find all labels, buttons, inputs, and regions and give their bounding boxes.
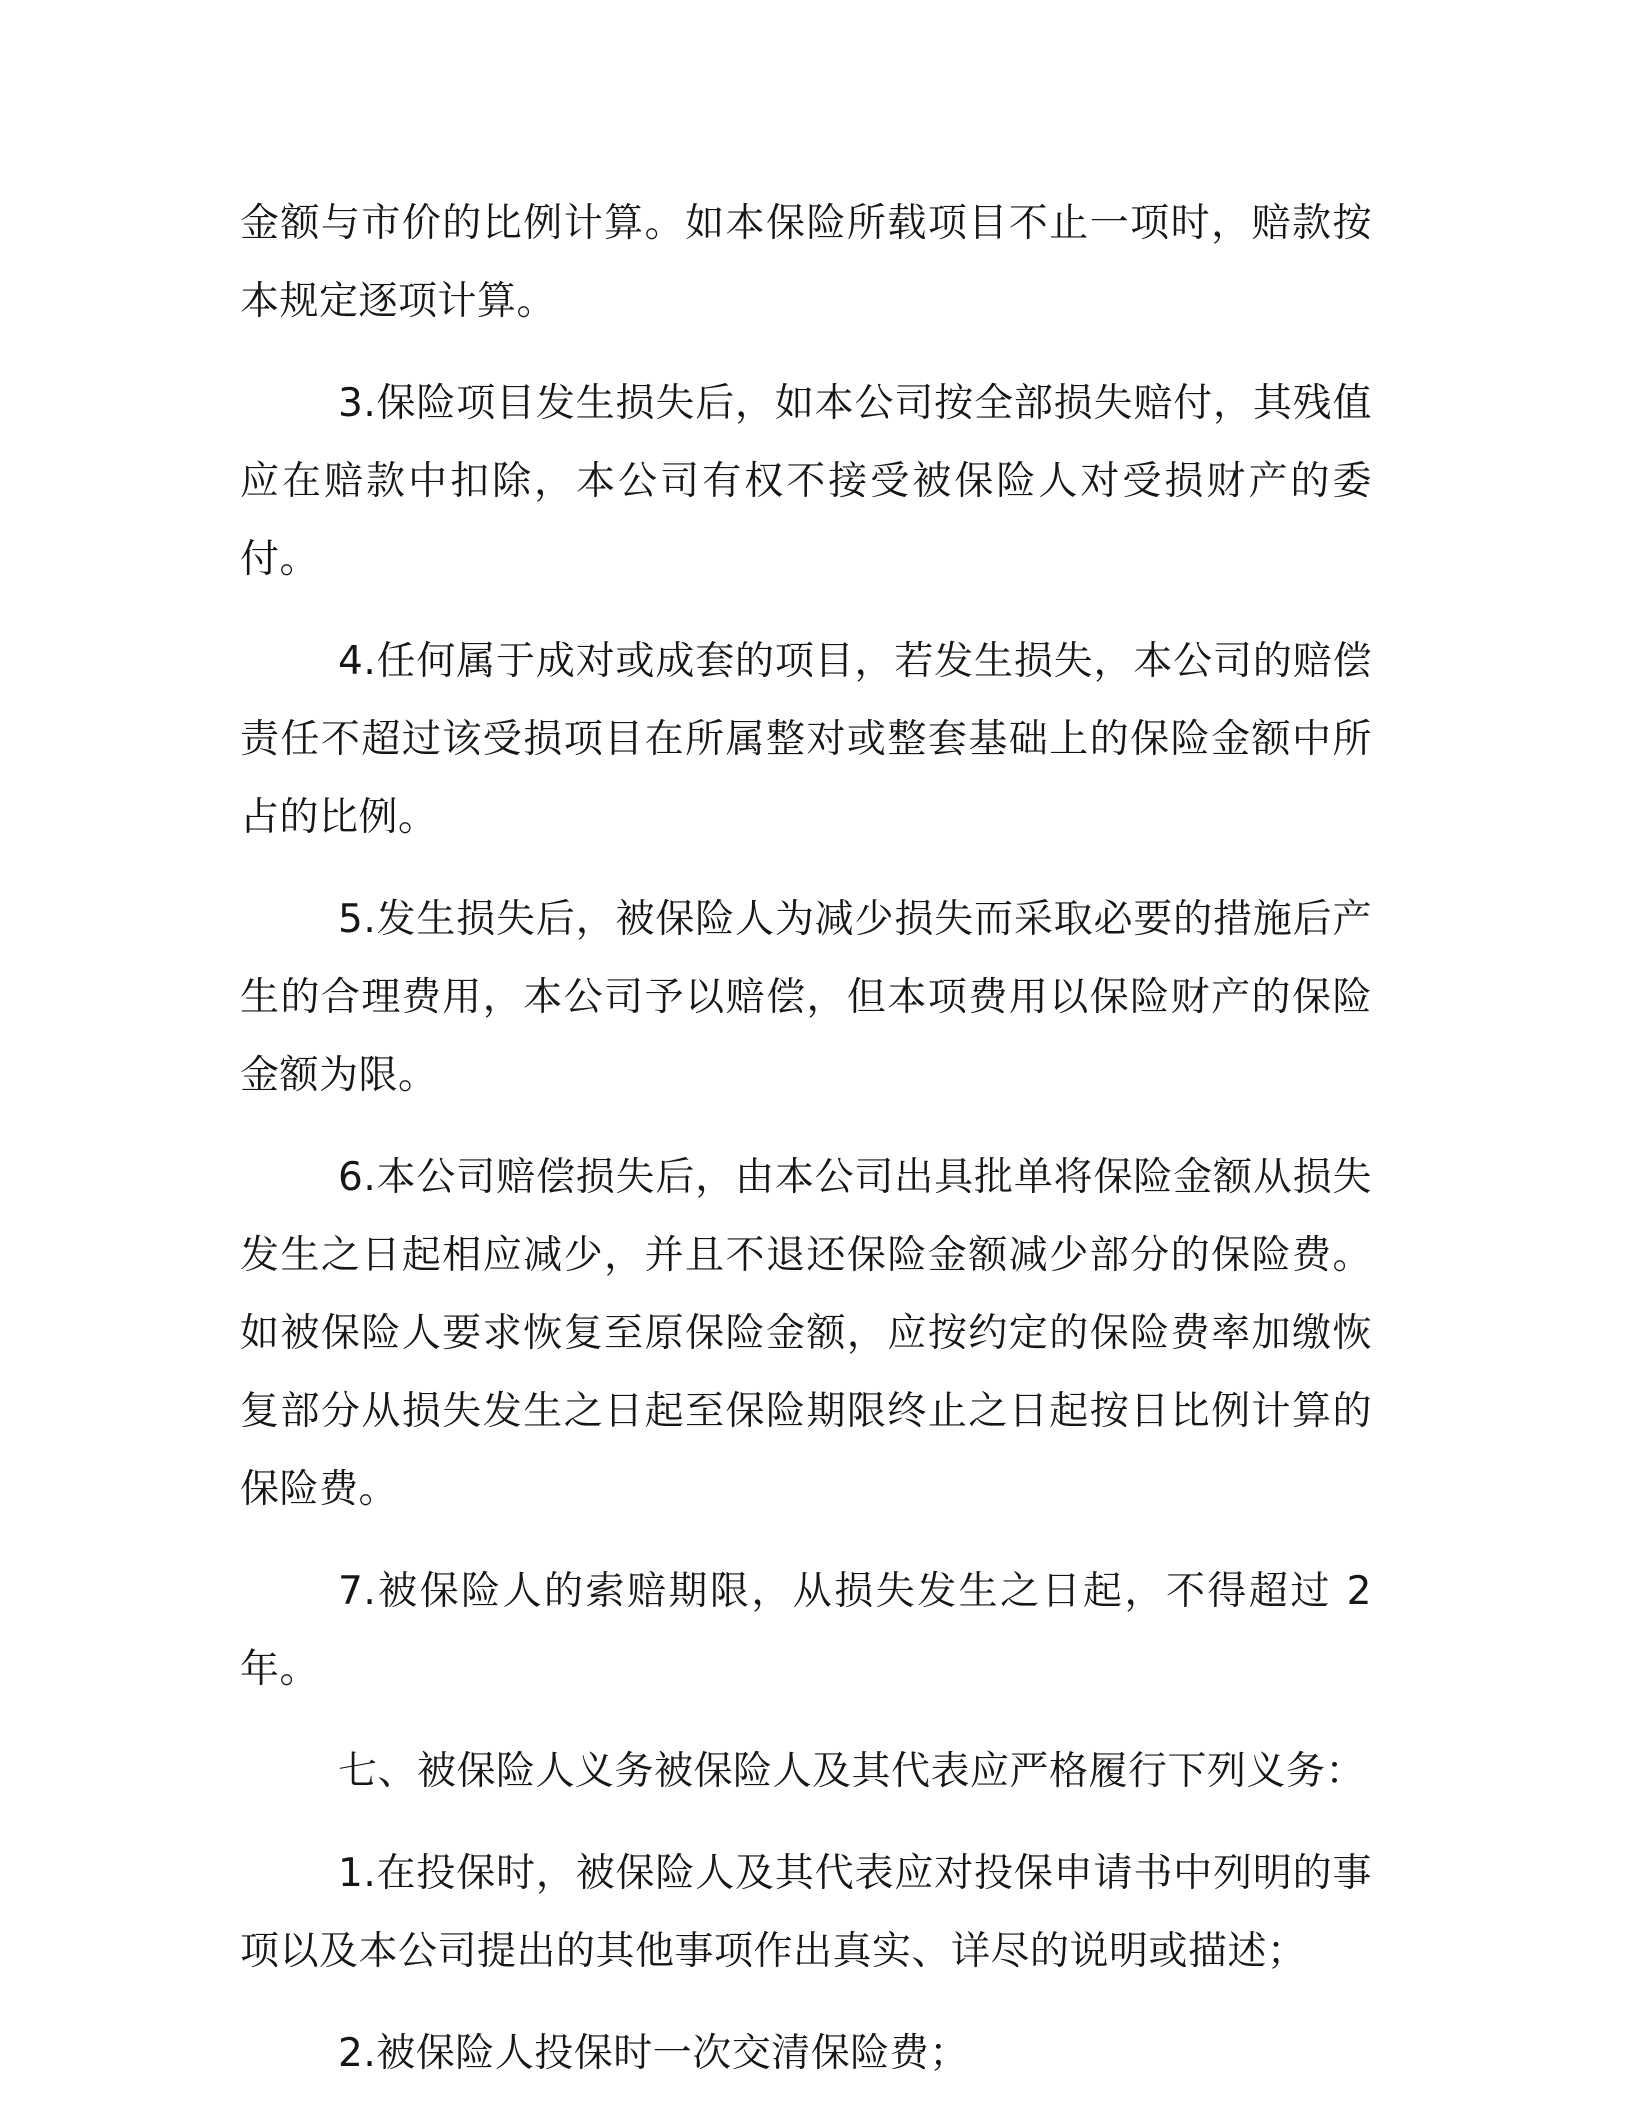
paragraph-obligation-2: 2.被保险人投保时一次交清保险费； <box>338 2031 969 2076</box>
paragraph-continuation: 金额与市价的比例计算。如本保险所载项目不止一项时，赔款按本规定逐项计算。 <box>240 201 1372 324</box>
paragraph-item-6: 6.本公司赔偿损失后，由本公司出具批单将保险金额从损失发生之日起相应减少，并且不退还保险金额减少部分的保险费。如被保险人要求恢复至原保险金额，应按约定的保险费率加缴恢复部分从损失发生之日起至保险期限终止之日起按日比例计算的保险费。 <box>240 1155 1372 1512</box>
section-heading-7: 七、被保险人义务被保险人及其代表应严格履行下列义务： <box>338 1749 1366 1794</box>
paragraph-item-5: 5.发生损失后，被保险人为减少损失而采取必要的措施后产生的合理费用，本公司予以赔偿，但本项费用以保险财产的保险金额为限。 <box>240 897 1372 1098</box>
paragraph-item-7: 7.被保险人的索赔期限，从损失发生之日起，不得超过 2 年。 <box>240 1569 1372 1692</box>
paragraph-item-4: 4.任何属于成对或成套的项目，若发生损失，本公司的赔偿责任不超过该受损项目在所属整对或整套基础上的保险金额中所占的比例。 <box>240 639 1372 840</box>
document-body <box>240 185 1372 2117</box>
paragraph-obligation-1: 1.在投保时，被保险人及其代表应对投保申请书中列明的事项以及本公司提出的其他事项作出真实、详尽的说明或描述； <box>240 1851 1372 1974</box>
paragraph-item-3: 3.保险项目发生损失后，如本公司按全部损失赔付，其残值应在赔款中扣除，本公司有权不接受被保险人对受损财产的委付。 <box>240 381 1372 582</box>
